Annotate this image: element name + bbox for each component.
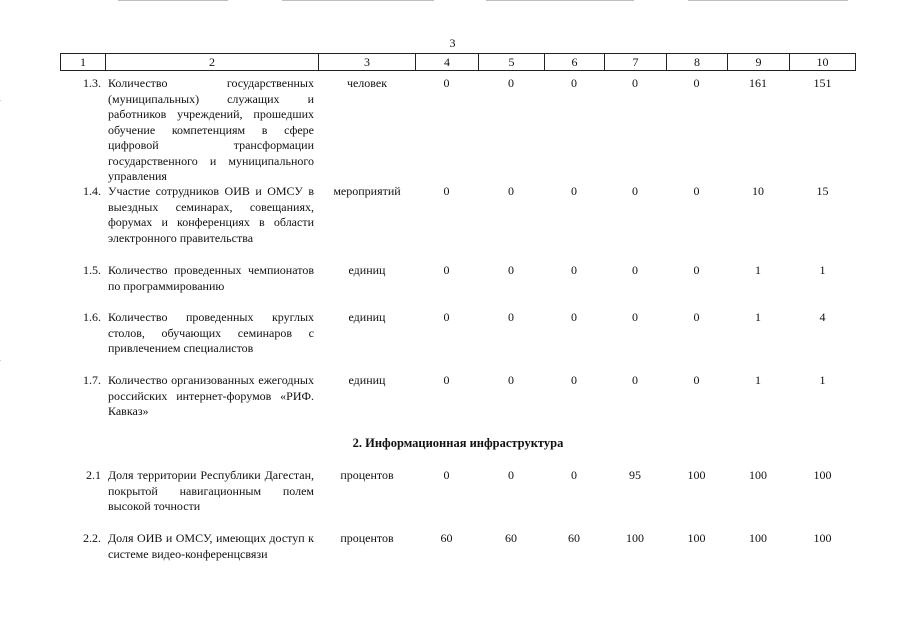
value-col-6: 0 (571, 373, 577, 387)
value-col-8: 0 (693, 310, 700, 324)
row-description: Количество проведенных чемпионатов по программированию (108, 263, 314, 293)
value-col-4: 0 (443, 468, 450, 482)
value-col-4: 60 (440, 531, 453, 545)
value-col-4: 0 (443, 373, 450, 387)
row-unit: единиц (348, 310, 386, 324)
row-description: Количество проведенных круглых столов, обучающих семинаров с привлечением специалистов (108, 310, 314, 355)
value-col-9: 1 (755, 263, 761, 277)
header-col-8: 8 (666, 54, 727, 70)
value-col-7: 0 (632, 184, 638, 198)
value-col-9: 100 (749, 531, 767, 545)
value-col-9: 100 (749, 468, 767, 482)
value-col-6: 0 (571, 76, 577, 90)
row-description: Участие сотрудников ОИВ и ОМСУ в выездных семинарах, совещаниях, форумах и конференциях в области электронного правительства (108, 184, 314, 245)
value-col-5: 60 (505, 531, 517, 545)
value-col-5: 0 (508, 468, 514, 482)
value-col-7: 95 (629, 468, 641, 482)
row-description: Доля территории Республики Дагестан, покрытой навигационным полем высокой точности (108, 468, 314, 513)
value-col-9: 1 (755, 373, 761, 387)
header-col-6: 6 (544, 54, 604, 70)
value-col-7: 0 (632, 373, 638, 387)
value-col-6: 0 (571, 184, 577, 198)
value-col-7: 100 (626, 531, 644, 545)
value-col-5: 0 (508, 373, 514, 387)
value-col-4: 0 (443, 184, 450, 198)
value-col-10: 151 (813, 76, 832, 90)
value-col-7: 0 (632, 310, 638, 324)
table-header-row (60, 53, 856, 71)
value-col-7: 0 (632, 263, 638, 277)
value-col-5: 0 (508, 310, 514, 324)
row-number: 1.6. (83, 310, 101, 324)
row-description: Количество государственных (муниципальных) служащих и работников учреждений, прошедших обучение компетенциям в сфере цифровой трансформации государственного и муниципального управления (108, 76, 314, 183)
value-col-8: 0 (693, 76, 700, 90)
value-col-6: 60 (568, 531, 580, 545)
value-col-8: 100 (687, 468, 706, 482)
value-col-10: 100 (813, 531, 832, 545)
value-col-8: 0 (693, 263, 700, 277)
header-col-9: 9 (727, 54, 789, 70)
scan-edge-line (688, 0, 848, 1)
value-col-4: 0 (443, 76, 450, 90)
header-col-3: 3 (318, 54, 415, 70)
value-col-4: 0 (443, 310, 450, 324)
row-description: Количество организованных ежегодных российских интернет-форумов «РИФ. Кавказ» (108, 373, 314, 418)
header-col-7: 7 (604, 54, 666, 70)
value-col-5: 0 (508, 184, 514, 198)
row-unit: процентов (340, 468, 394, 482)
header-col-1: 1 (60, 54, 105, 70)
value-col-8: 0 (693, 184, 700, 198)
header-col-4: 4 (415, 54, 478, 70)
scan-edge-line (486, 0, 634, 1)
value-col-6: 0 (571, 468, 577, 482)
value-col-10: 1 (819, 373, 826, 387)
value-col-6: 0 (571, 263, 577, 277)
value-col-7: 0 (632, 76, 638, 90)
value-col-9: 10 (752, 184, 764, 198)
header-col-10: 10 (789, 54, 856, 70)
value-col-5: 0 (508, 76, 514, 90)
value-col-10: 1 (819, 263, 826, 277)
section-title: 2. Информационная инфраструктура (352, 436, 564, 450)
value-col-6: 0 (571, 310, 577, 324)
value-col-8: 100 (687, 531, 706, 545)
row-description: Доля ОИВ и ОМСУ, имеющих доступ к системе видео-конференцсвязи (108, 531, 314, 561)
row-number: 2.2. (83, 531, 101, 545)
value-col-4: 0 (443, 263, 450, 277)
value-col-10: 100 (813, 468, 832, 482)
scan-edge-line (282, 0, 434, 1)
header-col-2: 2 (105, 54, 318, 70)
row-unit: мероприятий (333, 184, 401, 198)
value-col-10: 4 (819, 310, 826, 324)
row-unit: единиц (348, 263, 386, 277)
row-number: 1.7. (83, 373, 101, 387)
row-number: 1.3. (83, 76, 101, 90)
row-unit: процентов (340, 531, 394, 545)
value-col-9: 1 (755, 310, 761, 324)
scan-edge-mark (0, 360, 1, 361)
value-col-9: 161 (749, 76, 767, 90)
scan-edge-mark (0, 100, 1, 101)
value-col-10: 15 (816, 184, 829, 198)
value-col-8: 0 (693, 373, 700, 387)
value-col-5: 0 (508, 263, 514, 277)
row-unit: человек (346, 76, 388, 90)
page-number: 3 (449, 36, 456, 50)
scan-edge-line (118, 0, 228, 1)
row-number: 1.5. (83, 263, 101, 277)
row-number: 1.4. (83, 184, 101, 198)
row-number: 2.1 (86, 468, 101, 482)
row-unit: единиц (348, 373, 386, 387)
header-col-5: 5 (478, 54, 544, 70)
